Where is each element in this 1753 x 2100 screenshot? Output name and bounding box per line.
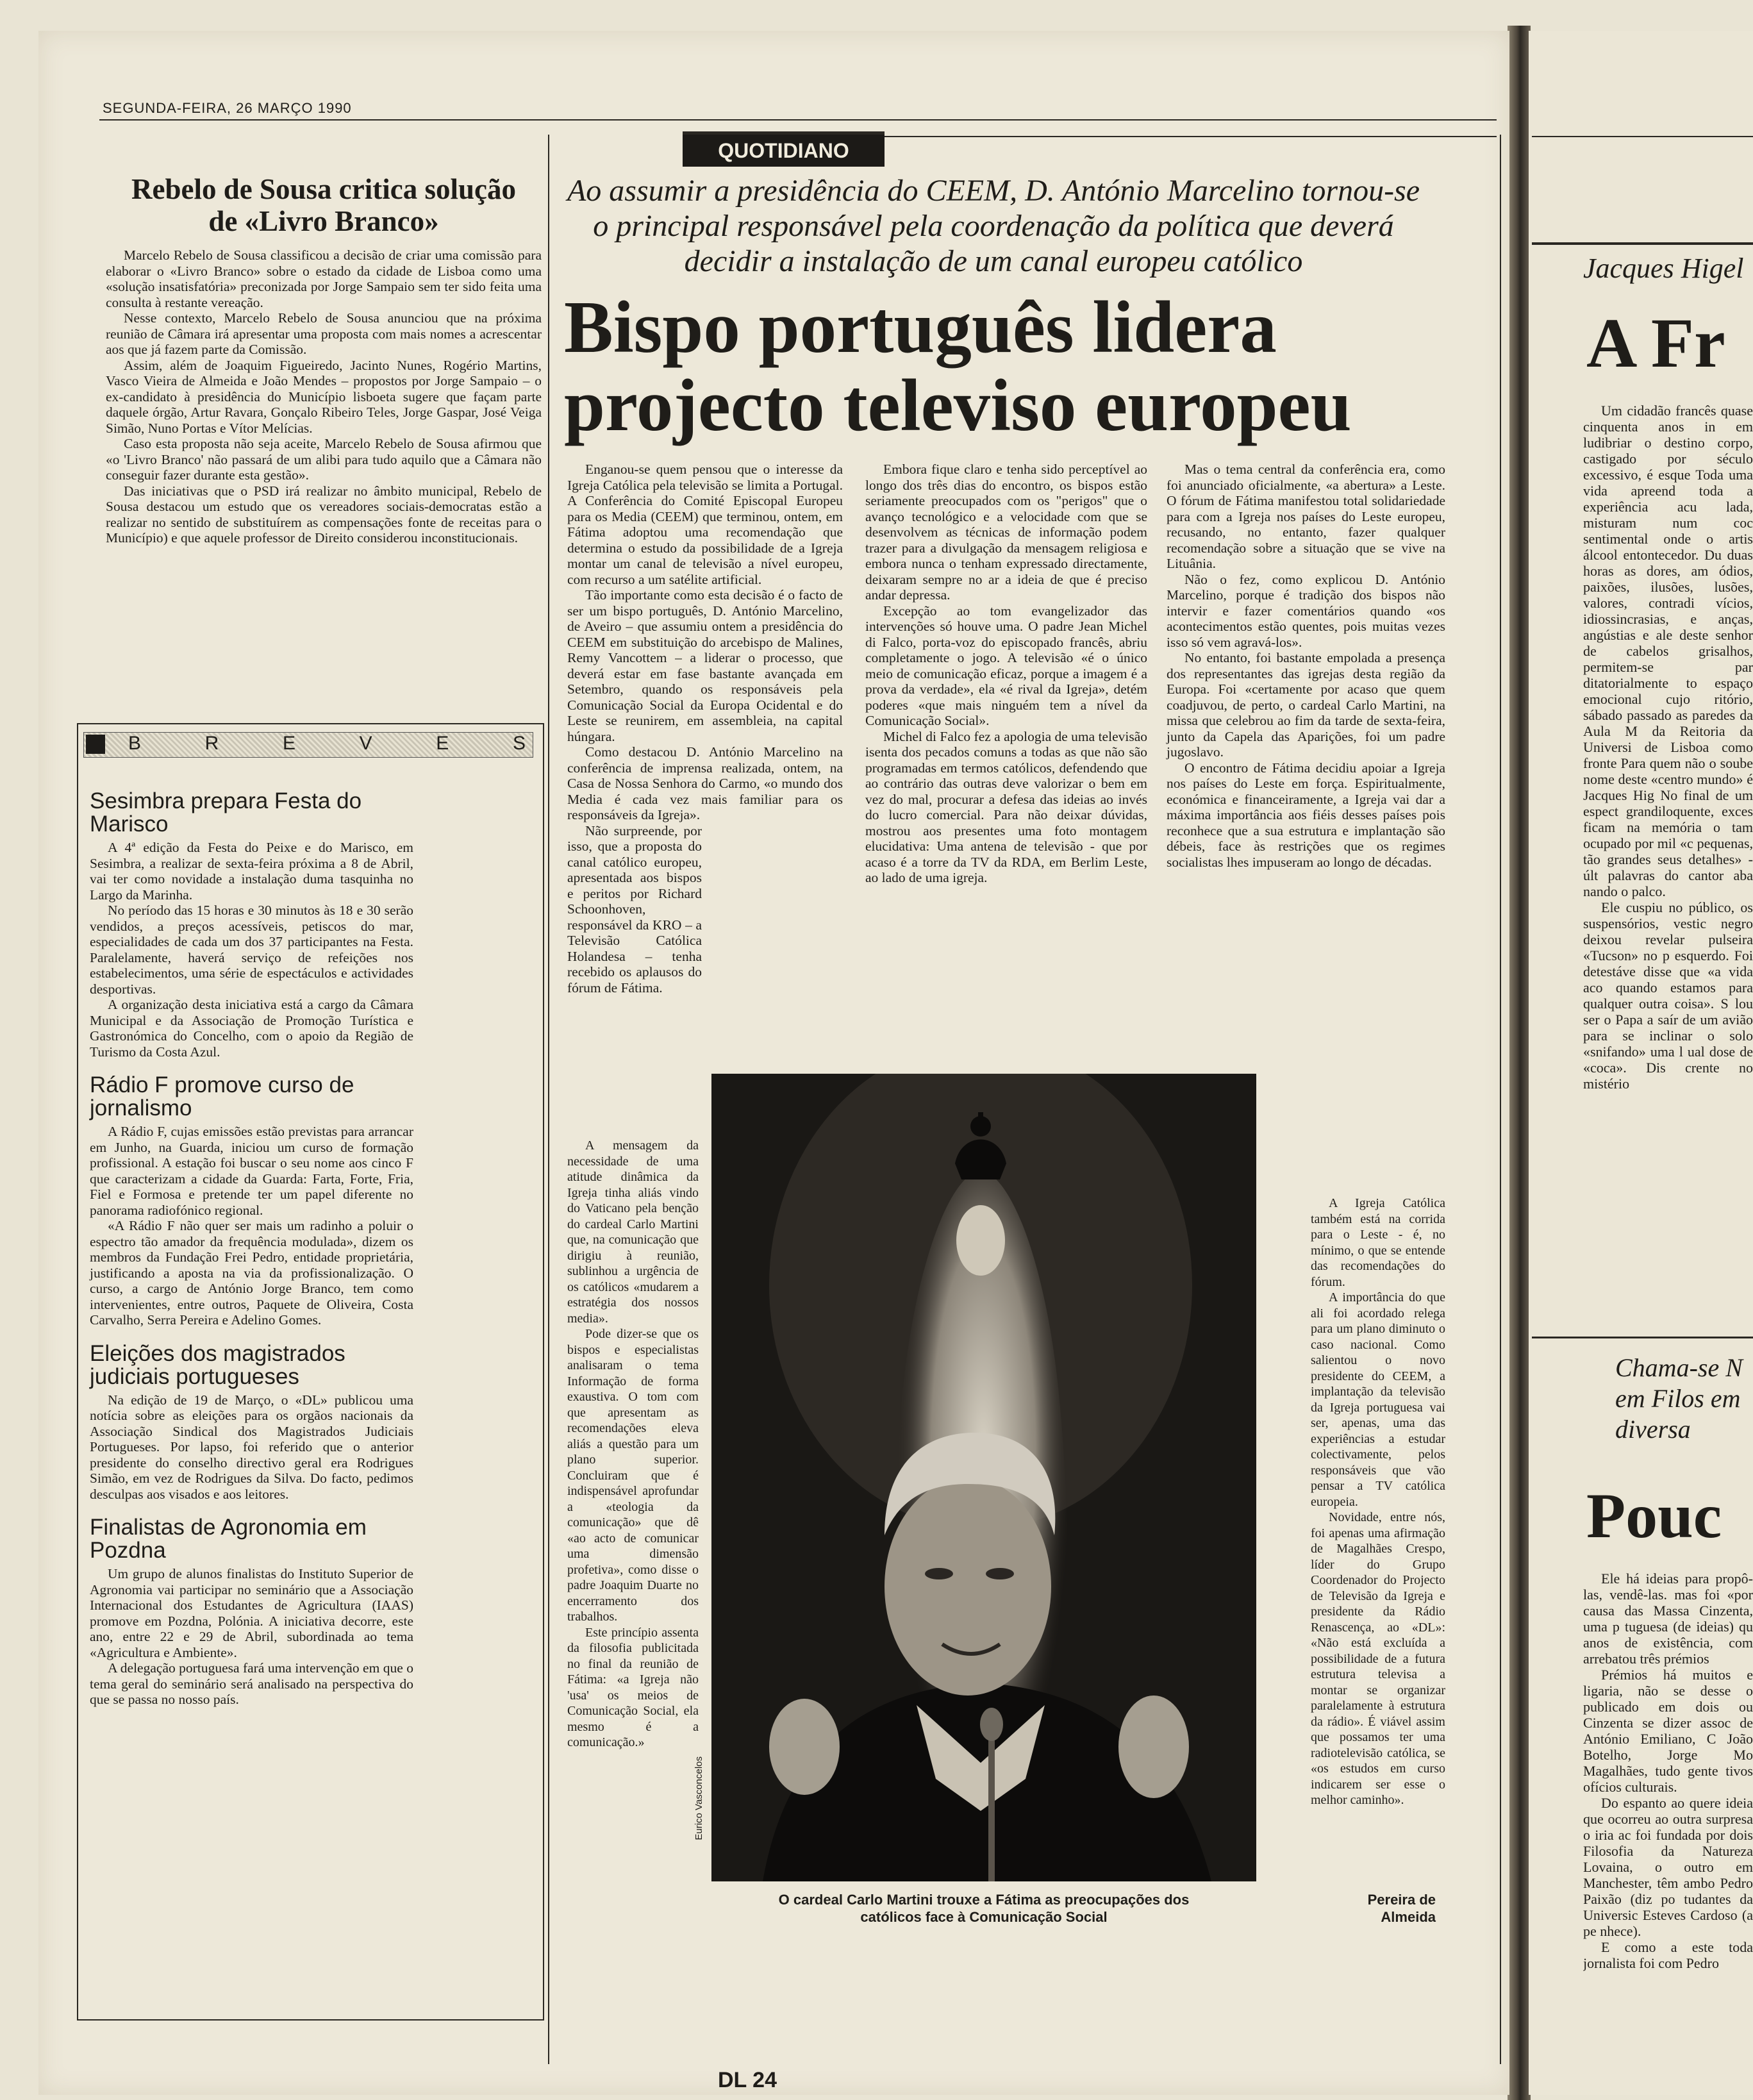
paragraph: Excepção ao tom evangelizador das intervenções só houve uma. O padre Jean Michel di Falco, porta-voz do episcopado francês, abriu completamente o jogo. A televisão «é o único meio de comunicação eficaz, porque a imagem é a prova da verdade», ela «é rival da Igreja», detém poderes «que mais ninguém tem a nível da Comunicação Social». bbox=[865, 603, 1147, 728]
paragraph: Ele há ideias para propô-las, vendê-las. mas foi «por causa das Massa Cinzenta, uma p tuguesa (de ideias) qu anos de existência, com arrebatou três prémios bbox=[1583, 1571, 1753, 1667]
photo-credit: Eurico Vasconcelos bbox=[694, 1756, 704, 1840]
caption-credit: Pereira de Almeida bbox=[1367, 1892, 1436, 1925]
paragraph: Marcelo Rebelo de Sousa classificou a decisão de criar uma comissão para elaborar o «Livro Branco» sobre o estado da cidade de Lisboa como uma «solução insatisfatória» preconizada por Jorge Sampaio sem ter sido feita uma consulta à restante vereação. bbox=[106, 247, 542, 310]
left-article-title: Rebelo de Sousa critica solução de «Livro Branco» bbox=[131, 173, 516, 237]
paragraph: «A Rádio F não quer ser mais um radinho a poluir o espectro tão amador da frequência modulada», dizem os membros da Fundação Frei Pedro, entidade proprietária, justificando a aposta na via da profissionalização. O curso, a cargo de António Jorge Branco, tem como intervenientes, entre outros, Paquete de Oliveira, Costa Carvalho, Serra Pereira e Adelino Gomes. bbox=[90, 1218, 413, 1328]
paragraph: Um cidadão francês quase cinquenta anos in em ludibriar o destino corpo, castigado por século excessivo, é esque Toda uma vida apreend toda a experiência acu lada, misturam num coc sentimental onde o artis álcool entontecedor. Du duas horas as dores, am ódios, paixões, ilusões, lusões, valores, contradi vícios, idiossincrasias, e anças, angústias e ale deste senhor de cabelos grisalhos, permitem-se par ditatorialmente to espaço emocional cujo ritório, sábado passado as paredes da Aula M da Reitoria da Universi de Lisboa como fronte Para quem não o soube nome deste «centro mundo» é Jacques Hig No final de um espect grandiloquente, exces ficam na memória o tam ocupado por mil «c pequenas, tão grandes seus detalhes» - últ palavras do cantor aba nando o palco. bbox=[1583, 403, 1753, 899]
right-byline-rule bbox=[1532, 242, 1753, 245]
right-top-rule bbox=[1532, 136, 1753, 137]
bishop-photo bbox=[711, 1074, 1256, 1881]
main-headline: Bispo português lidera projecto televiso europeu bbox=[564, 287, 1352, 446]
left-article-body bbox=[106, 247, 542, 546]
paragraph: Assim, além de Joaquim Figueiredo, Jacinto Nunes, Rogério Martins, Vasco Vieira de Almeida e João Mendes – propostos por Jorge Sampaio – o ex-candidato à presidência do Município lisboeta sugere que façam parte daquele órgão, Artur Ravara, Gonçalo Ribeiro Teles, Jorge Gaspar, José Veiga Simão, Nuno Portas e Vítor Melícias. bbox=[106, 357, 542, 436]
main-kicker: Ao assumir a presidência do CEEM, D. António Marcelino tornou-se o principal responsável pela coordenação da política que deverá decidir a instalação de um canal europeu católico bbox=[567, 174, 1420, 278]
main-column-3-narrow bbox=[1311, 1196, 1445, 1808]
paragraph: A Igreja Católica também está na corrida para o Leste - é, no mínimo, o que se entende das recomendações do fórum. bbox=[1311, 1196, 1445, 1289]
right-border bbox=[1500, 135, 1501, 2064]
paragraph: A importância do que ali foi acordado relega para um plano diminuto o caso nacional. Como salientou o novo presidente do CEEM, a implantação da televisão da Igreja portuguesa vai ser, apenas, uma das experiências a estudar colectivamente, pelos responsáveis que vão pensar a TV católica europeia. bbox=[1311, 1290, 1445, 1509]
paragraph: Ele cuspiu no público, os suspensórios, vestic negro deixou revelar pulseira «Tucson» no p esquerdo. Foi detestáve disse que «a vida aco quando estamos para qualquer outra coisa». S lou ser o Papa a saír de um avião para se inclinar o solo «snifando» uma l ual dose de «coca». Dis crente no mistério bbox=[1583, 899, 1753, 1092]
paragraph: Mas o tema central da conferência era, como foi anunciado oficialmente, «a abertura» a Leste. O fórum de Fátima manifestou total solidariedade para com a Igreja nos países do Leste europeu, recusando, no entanto, fazer qualquer recomendação sobre a situação que se vive na Lituânia. bbox=[1167, 462, 1445, 571]
paragraph: Caso esta proposta não seja aceite, Marcelo Rebelo de Sousa afirmou que «o 'Livro Branco' não passará de um alibi para tudo aquilo que a Câmara não conseguir fazer durante esta gestão». bbox=[106, 436, 542, 483]
breves-letters bbox=[128, 733, 526, 754]
paragraph: Pode dizer-se que os bispos e especialistas analisaram o tema Informação de forma exaustiva. O tom com que apresentam as recomendações eleva aliás a questão para um plano superior. Concluiram que é indispensável aprofundar a «teologia da comunicação» que dê «ao acto de comunicar uma dimensão profetiva», como disse o padre Joaquim Duarte no encerramento dos trabalhos. bbox=[567, 1327, 699, 1624]
breve-body bbox=[90, 1392, 413, 1503]
breves-square-icon bbox=[86, 735, 105, 754]
section-label: QUOTIDIANO bbox=[683, 135, 885, 167]
breve-body bbox=[90, 840, 413, 1060]
paragraph: Tão importante como esta decisão é o facto de ser um bispo português, D. António Marcelino, de Aveiro – que assumiu ontem a presidência do CEEM em substituição do arcebispo de Malines, Remy Vancottem – a liderar o processo, que deverá estar em fase bastante avançada em Setembro, quando os responsáveis pela Comunicação Social da Europa Ocidental e do Leste se reunirem, em assembleia, na capital húngara. bbox=[567, 587, 843, 744]
breve-title: Rádio F promove curso de jornalismo bbox=[90, 1072, 354, 1121]
breve-title: Eleições dos magistrados judiciais portugueses bbox=[90, 1340, 345, 1389]
paragraph: Prémios há muitos e ligaria, não se desse o publicado em dois ou Cinzenta se dizer assoc de António Emiliano, C João Botelho, Jorge Mo Magalhães, tudo gente tivos ofícios culturais. bbox=[1583, 1667, 1753, 1795]
breve-title: Finalistas de Agronomia em Pozdna bbox=[90, 1515, 367, 1563]
paragraph: Novidade, entre nós, foi apenas uma afirmação de Magalhães Crespo, líder do Grupo Coordenador do Projecto de Televisão da Igreja e presidente da Rádio Renascença, ao «DL»: «Não está excluída a possibilidade de a futura estrutura televisa a montar se organizar paralelamente à estrutura da rádio». É viável assim que possamos ter uma radiotelevisão católica, se «os estudos em curso indicarem ser esse o melhor caminho». bbox=[1311, 1510, 1445, 1807]
page-number: DL 24 bbox=[718, 2068, 777, 2092]
breve-title: Sesimbra prepara Festa do Marisco bbox=[90, 788, 362, 837]
column-divider bbox=[548, 135, 549, 2064]
right-byline: Jacques Higel bbox=[1583, 253, 1744, 284]
right-kicker-2: Chama-se N em Filos em diversa bbox=[1615, 1353, 1743, 1444]
paragraph: Enganou-se quem pensou que o interesse da Igreja Católica pela televisão se limita a Portugal. A Conferência do Comité Episcopal Europeu para os Media (CEEM) que terminou, ontem, em Fátima adoptou uma recomendação que determina o estudo da possibilidade de a Igreja montar um canal de televisão a nível europeu, com recurso a um satélite artificial. bbox=[567, 462, 843, 587]
paragraph: Das iniciativas que o PSD irá realizar no âmbito municipal, Rebelo de Sousa destacou um estudo que os vereadores sociais-democratas estão a realizar no sentido de substituírem as compensações fonte de receitas para o Município) e que aquele professor de Direito considerou inconstitucionais. bbox=[106, 483, 542, 546]
paragraph: A organização desta iniciativa está a cargo da Câmara Municipal e da Associação de Promoção Turística e Gastronómica do Concelho, com o apoio da Região de Turismo da Costa Azul. bbox=[90, 997, 413, 1060]
paragraph: Michel di Falco fez a apologia de uma televisão isenta dos pecados comuns a todas as que não são programadas em termos católicos, defendendo que ao contrário das outras deve valorizar o bem em vez do mal, procurar a defesa das ideias ao invés do lucro comercial. Para não deixar dúvidas, mostrou aos presentes uma foto montagem elucidativa: Uma antena de televisão - que por acaso é a torre da TV da RDA, em Berlim Leste, ao lado de uma igreja. bbox=[865, 728, 1147, 885]
photo-caption: O cardeal Carlo Martini trouxe a Fátima as preocupações dos católicos face à Comunicação Social bbox=[778, 1892, 1190, 1925]
paragraph: Na edição de 19 de Março, o «DL» publicou uma notícia sobre as eleições para os orgãos nacionais da Associação Sindical dos Magistrados Judiciais Portugueses. Por lapso, foi referido que o anterior presidente do conselho directivo geral era Rodrigues Simão, em vez de Rodrigues da Silva. Do facto, pedimos desculpas aos visados e aos leitores. bbox=[90, 1392, 413, 1502]
photo-illustration bbox=[711, 1074, 1256, 1881]
breves-letter: B bbox=[128, 733, 142, 754]
right-headline: A Fr bbox=[1586, 304, 1725, 381]
paragraph: A Rádio F, cujas emissões estão previstas para arrancar em Junho, na Guarda, iniciou um curso de formação profissional. A estação foi buscar o seu nome aos cinco F que caracterizam a cidade da Guarda: Farta, Forte, Fria, Fiel e Formosa e pretende ter um papel diferente no panorama radiofónico regional. bbox=[90, 1124, 413, 1218]
page-gutter bbox=[1508, 26, 1531, 2100]
breve-body bbox=[90, 1124, 413, 1328]
paragraph: Nesse contexto, Marcelo Rebelo de Sousa anunciou que na próxima reunião de Câmara irá apresentar uma proposta com mais nomes a acrescentar aos que já fazem parte da Comissão. bbox=[106, 310, 542, 357]
right-headline-2: Pouc bbox=[1586, 1481, 1722, 1551]
paragraph: A delegação portuguesa fará uma intervenção em que o tema geral do seminário será analisado na perspectiva do que se passa no nosso país. bbox=[90, 1660, 413, 1707]
right-column-2 bbox=[1583, 1571, 1753, 2058]
breves-letter: V bbox=[359, 733, 372, 754]
paragraph: Como destacou D. António Marcelino na conferência de imprensa realizada, ontem, na Casa de Nossa Senhora do Carmo, «o mundo dos Media é cada vez mais familiar para os responsáveis da Igreja». bbox=[567, 744, 843, 822]
left-article bbox=[106, 173, 542, 546]
paragraph: A 4ª edição da Festa do Peixe e do Marisco, em Sesimbra, a realizar de sexta-feira próxima a 8 de Abril, vai ter como novidade a instalação duma tasquinha no Largo da Marinha. bbox=[90, 840, 413, 903]
issue-date: SEGUNDA-FEIRA, 26 MARÇO 1990 bbox=[103, 100, 352, 116]
main-column-3 bbox=[1167, 462, 1445, 870]
paragraph: Não surpreende, por isso, que a proposta do canal católico europeu, apresentada aos bispos e peritos por Richard Schoonhoven, responsável da KRO – a Televisão Católica Holandesa – tenha recebido os aplausos do fórum de Fátima. bbox=[567, 822, 702, 996]
paragraph: Embora fique claro e tenha sido perceptível ao longo dos três dias do encontro, os bispos estão seriamente preocupados com os "perigos" que o avanço tecnológico e a velocidade com que se desenvolvem as técnicas de informação podem trazer para a divulgação da mensagem religiosa e embora nunca o tenham expressado directamente, deixaram sempre no ar a ideia de que é preciso andar depressa. bbox=[865, 462, 1147, 603]
breves-letter: R bbox=[204, 733, 219, 754]
paragraph: Um grupo de alunos finalistas do Instituto Superior de Agronomia vai participar no seminário que a Associação Internacional dos Estudantes de Agricultura (IAAS) promove em Pozdna, Polónia. A iniciativa decorre, este ano, entre 22 e 29 de Abril, subordinada ao tema «Agricultura e Ambiente». bbox=[90, 1566, 413, 1660]
paragraph: O encontro de Fátima decidiu apoiar a Igreja nos países do Leste em força. Espiritualmente, económica e financeiramente, a Igreja vai dar a máxima importância aos fiéis desses países pois reconhece que a sua estrutura e implantação são débeis, face às restrições que os regimes socialistas lhes impuseram ao longo de décadas. bbox=[1167, 760, 1445, 870]
paragraph: Não o fez, como explicou D. António Marcelino, porque é tradição dos bispos não intervir e fazer comentários quando «os acontecimentos estão quentes, pois muitas vezes isso só vem agravá-los». bbox=[1167, 571, 1445, 650]
paragraph: Do espanto ao quere ideia que ocorreu ao outra surpresa o iria ac foi fundada por dois Filosofia da Natureza Lovaina, o outro em Manchester, têm ambo Pedro Paixão (diz po tudantes da Universic Esteves Cardoso (a pe nhece). bbox=[1583, 1795, 1753, 1939]
paragraph: E como a este toda jornalista foi com Pedro bbox=[1583, 1939, 1753, 1971]
main-column-1 bbox=[567, 462, 843, 996]
breve-item bbox=[90, 1074, 413, 1328]
breves-letter: E bbox=[436, 733, 449, 754]
main-column-2 bbox=[865, 462, 1147, 886]
right-mid-rule bbox=[1532, 1337, 1753, 1338]
top-rule bbox=[99, 119, 1497, 121]
main-column-1-narrow bbox=[567, 1138, 699, 1751]
paragraph: A mensagem da necessidade de uma atitude dinâmica da Igreja tinha aliás vindo do Vaticano pela benção do cardeal Carlo Martini que, na comunicação que dirigiu à reunião, sublinhou a urgência de os católicos «mudarem a estratégia dos nossos media». bbox=[567, 1138, 699, 1326]
section-rule-right bbox=[885, 136, 1497, 137]
breve-body bbox=[90, 1566, 413, 1708]
right-column bbox=[1583, 403, 1753, 1326]
paragraph: No entanto, foi bastante empolada a presença dos representantes das igrejas desta região da Europa. Foi «certamente por acaso que quem coadjuvou, de perto, o cardeal Carlo Martini, na missa que celebrou ao fim da tarde de sexta-feira, junto da Capela das Aparições, foi um padre jugoslavo. bbox=[1167, 650, 1445, 760]
breves-letter: E bbox=[282, 733, 295, 754]
breve-item bbox=[90, 1342, 413, 1503]
paragraph: Este princípio assenta da filosofia publicitada no final da reunião de Fátima: «a Igreja não 'usa' os meios de Comunicação Social, ela mesmo é a comunicação.» bbox=[567, 1625, 699, 1749]
breve-item bbox=[90, 1516, 413, 1708]
paragraph: No período das 15 horas e 30 minutos às 18 e 30 serão vendidos, a preços acessíveis, petiscos do mar, especialidades de cada um dos 37 participantes na Festa. Paralelamente, haverá serviço de refeições nos estabelecimentos, uma série de espectáculos e actividades desportivas. bbox=[90, 903, 413, 997]
breves-letter: S bbox=[512, 733, 526, 754]
breve-item bbox=[90, 790, 413, 1060]
breves-column bbox=[90, 790, 413, 1708]
